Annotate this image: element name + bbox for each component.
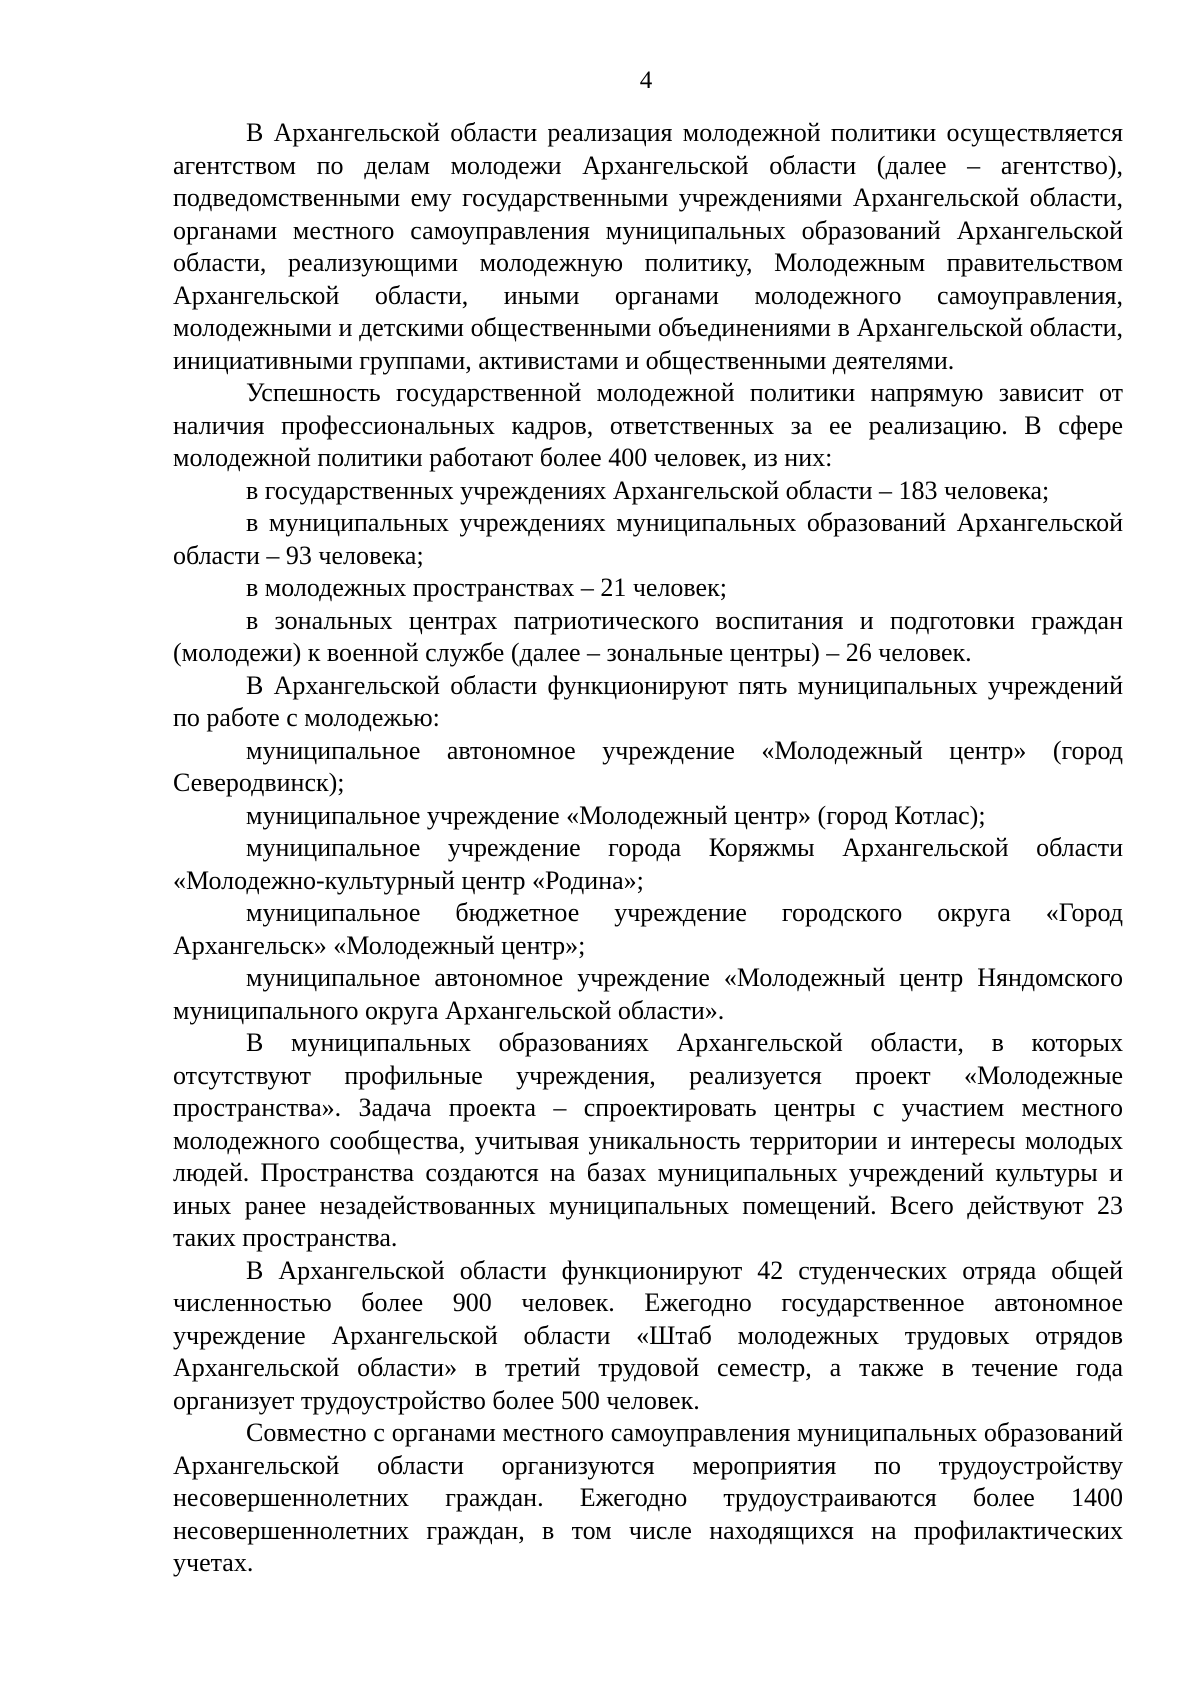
list-item-nyandoma-center: муниципальное автономное учреждение «Молодежный центр Няндомского муниципального округа Архангельской области». [173,963,1123,1025]
list-item-arkhangelsk-center: муниципальное бюджетное учреждение городского округа «Город Архангельск» «Молодежный центр»; [173,898,1123,960]
list-item-zonal-centers: в зональных центрах патриотического воспитания и подготовки граждан (молодежи) к военной службе (далее – зональные центры) – 26 человек. [173,605,1123,667]
list-item-koryazhma-center: муниципальное учреждение города Коряжмы Архангельской области «Молодежно-культурный центр «Родина»; [173,833,1123,895]
page-number: 4 [639,67,653,94]
paragraph-staffing-overview: Успешность государственной молодежной политики напрямую зависит от наличия профессиональных кадров, ответственных за ее реализацию. В сфере молодежной политики работают более 400 человек, из них: [173,378,1123,472]
paragraph-youth-policy-implementers: В Архангельской области реализация молодежной политики осуществляется агентством по делам молодежи Архангельской области (далее – агентство), подведомственными ему государственными учреждениями Архангельской области, органами местного самоуправления муниципальных образований Архангельской области, реализующими молодежную политику, Молодежным правительством Архангельской области, иными органами молодежного самоуправления, молодежными и детскими общественными объединениями в Архангельской области, инициативными группами, активистами и общественными деятелями. [173,118,1123,375]
list-item-state-institutions: в государственных учреждениях Архангельской области – 183 человека; [246,475,1050,505]
list-item-municipal-institutions: в муниципальных учреждениях муниципальных образований Архангельской области – 93 человека; [173,508,1123,570]
paragraph-youth-spaces-project: В муниципальных образованиях Архангельской области, в которых отсутствуют профильные учреждения, реализуется проект «Молодежные пространства». Задача проекта – спроектировать центры с участием местного молодежного сообщества, учитывая уникальность территории и интересы молодых людей. Пространства создаются на базах муниципальных учреждений культуры и иных ранее незадействованных муниципальных помещений. Всего действуют 23 таких пространства. [173,1028,1123,1252]
list-item-severodvinsk-center: муниципальное автономное учреждение «Молодежный центр» (город Северодвинск); [173,735,1123,797]
paragraph-student-brigades: В Архангельской области функционируют 42 студенческих отряда общей численностью более 900 человек. Ежегодно государственное автономное учреждение Архангельской области «Штаб молодежных трудовых отрядов Архангельской области» в третий трудовой семестр, а также в течение года организует трудоустройство более 500 человек. [173,1255,1123,1415]
list-item-youth-spaces: в молодежных пространствах – 21 человек; [246,573,727,602]
paragraph-municipal-youth-institutions: В Архангельской области функционируют пять муниципальных учреждений по работе с молодежью: [173,670,1123,732]
document-body [173,117,1123,1580]
list-item-kotlas-center: муниципальное учреждение «Молодежный центр» (город Котлас); [246,800,986,830]
paragraph-minors-employment: Совместно с органами местного самоуправления муниципальных образований Архангельской области организуются мероприятия по трудоустройству несовершеннолетних граждан. Ежегодно трудоустраиваются более 1400 несовершеннолетних граждан, в том числе находящихся на профилактических учетах. [173,1418,1123,1577]
